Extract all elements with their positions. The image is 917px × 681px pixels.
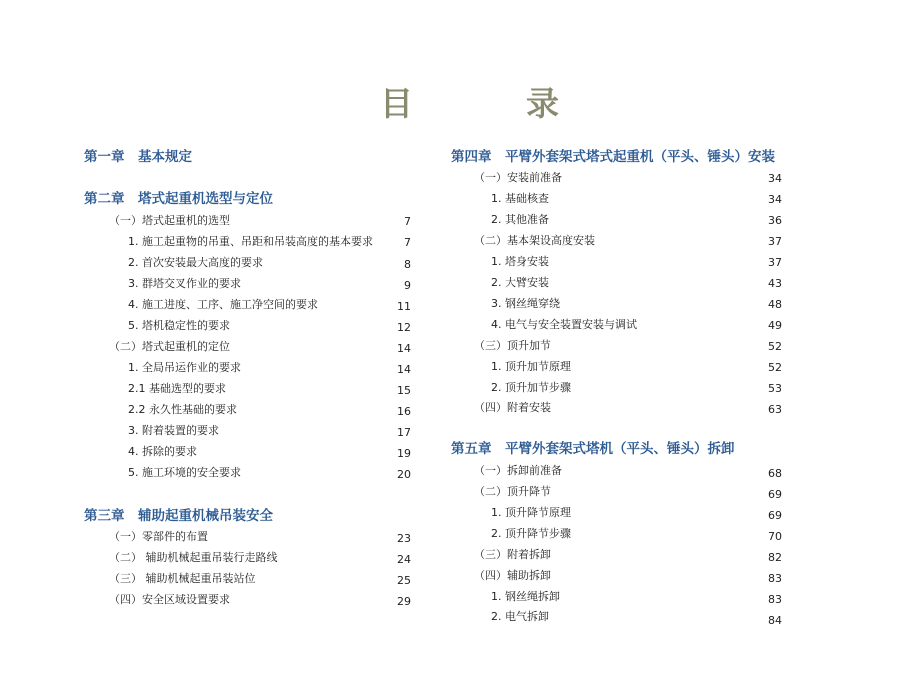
toc-entry-label[interactable]: 2. 电气拆卸 xyxy=(491,610,549,623)
toc-entry-page: 82 xyxy=(768,551,782,564)
toc-entry-label[interactable]: 2.1 基础选型的要求 xyxy=(128,382,226,395)
toc-entry-label[interactable]: 3. 群塔交叉作业的要求 xyxy=(128,277,241,290)
toc-entry-label[interactable]: （一）塔式起重机的选型 xyxy=(109,214,230,227)
toc-entry-page: 84 xyxy=(768,614,782,627)
toc-entry-label[interactable]: 1. 顶升加节原理 xyxy=(491,360,571,373)
chapter-5-title[interactable]: 第五章 平臂外套架式塔机（平头、锤头）拆卸 xyxy=(451,441,735,457)
toc-entry-page: 34 xyxy=(768,172,782,185)
toc-entry-page: 68 xyxy=(768,467,782,480)
toc-entry-label[interactable]: 4. 拆除的要求 xyxy=(128,445,197,458)
toc-entry-page: 14 xyxy=(397,342,411,355)
toc-entry-page: 9 xyxy=(404,279,411,292)
toc-entry-label[interactable]: 2. 首次安装最大高度的要求 xyxy=(128,256,263,269)
toc-entry-label[interactable]: （四）安全区域设置要求 xyxy=(109,593,230,606)
toc-entry-page: 37 xyxy=(768,235,782,248)
toc-entry-label[interactable]: 4. 电气与安全装置安装与调试 xyxy=(491,318,637,331)
chapter-3-title[interactable]: 第三章 辅助起重机械吊装安全 xyxy=(84,508,273,524)
toc-entry-label[interactable]: （二）塔式起重机的定位 xyxy=(109,340,230,353)
page-title: 目 录 xyxy=(380,84,599,123)
toc-entry-label[interactable]: （二）顶升降节 xyxy=(474,485,551,498)
toc-entry-page: 69 xyxy=(768,488,782,501)
toc-entry-page: 20 xyxy=(397,468,411,481)
toc-entry-page: 69 xyxy=(768,509,782,522)
toc-entry-label[interactable]: （二）基本架设高度安装 xyxy=(474,234,595,247)
toc-entry-label[interactable]: 3. 钢丝绳穿绕 xyxy=(491,297,560,310)
toc-entry-label[interactable]: （三）顶升加节 xyxy=(474,339,551,352)
toc-entry-page: 43 xyxy=(768,277,782,290)
toc-entry-label[interactable]: 5. 施工环境的安全要求 xyxy=(128,466,241,479)
toc-entry-page: 19 xyxy=(397,447,411,460)
toc-entry-label[interactable]: 1. 钢丝绳拆卸 xyxy=(491,590,560,603)
toc-entry-label[interactable]: 2. 顶升加节步骤 xyxy=(491,381,571,394)
toc-entry-page: 37 xyxy=(768,256,782,269)
toc-entry-page: 53 xyxy=(768,382,782,395)
toc-entry-page: 14 xyxy=(397,363,411,376)
toc-entry-label[interactable]: 1. 塔身安装 xyxy=(491,255,549,268)
toc-entry-page: 8 xyxy=(404,258,411,271)
toc-entry-label[interactable]: 4. 施工进度、工序、施工净空间的要求 xyxy=(128,298,318,311)
toc-entry-page: 23 xyxy=(397,532,411,545)
toc-entry-page: 63 xyxy=(768,403,782,416)
toc-entry-page: 7 xyxy=(404,236,411,249)
toc-entry-label[interactable]: （一）零部件的布置 xyxy=(109,530,208,543)
toc-entry-label[interactable]: （四）辅助拆卸 xyxy=(474,569,551,582)
toc-entry-page: 34 xyxy=(768,193,782,206)
toc-entry-label[interactable]: （一）拆卸前准备 xyxy=(474,464,562,477)
toc-entry-label[interactable]: 5. 塔机稳定性的要求 xyxy=(128,319,230,332)
toc-entry-label[interactable]: 1. 顶升降节原理 xyxy=(491,506,571,519)
chapter-4-title[interactable]: 第四章 平臂外套架式塔式起重机（平头、锤头）安装 xyxy=(451,149,775,165)
toc-entry-page: 49 xyxy=(768,319,782,332)
toc-entry-page: 7 xyxy=(404,215,411,228)
toc-entry-page: 17 xyxy=(397,426,411,439)
toc-entry-page: 12 xyxy=(397,321,411,334)
toc-entry-label[interactable]: 2. 顶升降节步骤 xyxy=(491,527,571,540)
toc-entry-label[interactable]: 3. 附着装置的要求 xyxy=(128,424,219,437)
toc-entry-page: 83 xyxy=(768,572,782,585)
toc-entry-label[interactable]: 1. 全局吊运作业的要求 xyxy=(128,361,241,374)
toc-entry-page: 52 xyxy=(768,340,782,353)
chapter-1-title[interactable]: 第一章 基本规定 xyxy=(84,149,192,165)
toc-entry-page: 15 xyxy=(397,384,411,397)
toc-entry-label[interactable]: 2.2 永久性基础的要求 xyxy=(128,403,237,416)
toc-entry-page: 16 xyxy=(397,405,411,418)
toc-entry-page: 83 xyxy=(768,593,782,606)
toc-entry-label[interactable]: 1. 施工起重物的吊重、吊距和吊装高度的基本要求 xyxy=(128,235,373,248)
toc-entry-page: 70 xyxy=(768,530,782,543)
toc-entry-label[interactable]: （一）安装前准备 xyxy=(474,171,562,184)
toc-entry-page: 36 xyxy=(768,214,782,227)
toc-entry-label[interactable]: （三）附着拆卸 xyxy=(474,548,551,561)
toc-entry-page: 25 xyxy=(397,574,411,587)
toc-entry-page: 24 xyxy=(397,553,411,566)
toc-entry-label[interactable]: （四）附着安装 xyxy=(474,401,551,414)
toc-entry-page: 52 xyxy=(768,361,782,374)
toc-entry-page: 11 xyxy=(397,300,411,313)
toc-entry-label[interactable]: 2. 其他准备 xyxy=(491,213,549,226)
toc-entry-page: 48 xyxy=(768,298,782,311)
toc-entry-label[interactable]: （三） 辅助机械起重吊装站位 xyxy=(109,572,256,585)
toc-entry-label[interactable]: （二） 辅助机械起重吊装行走路线 xyxy=(109,551,278,564)
toc-entry-label[interactable]: 1. 基础核查 xyxy=(491,192,549,205)
toc-entry-page: 29 xyxy=(397,595,411,608)
chapter-2-title[interactable]: 第二章 塔式起重机选型与定位 xyxy=(84,191,273,207)
toc-entry-label[interactable]: 2. 大臂安装 xyxy=(491,276,549,289)
